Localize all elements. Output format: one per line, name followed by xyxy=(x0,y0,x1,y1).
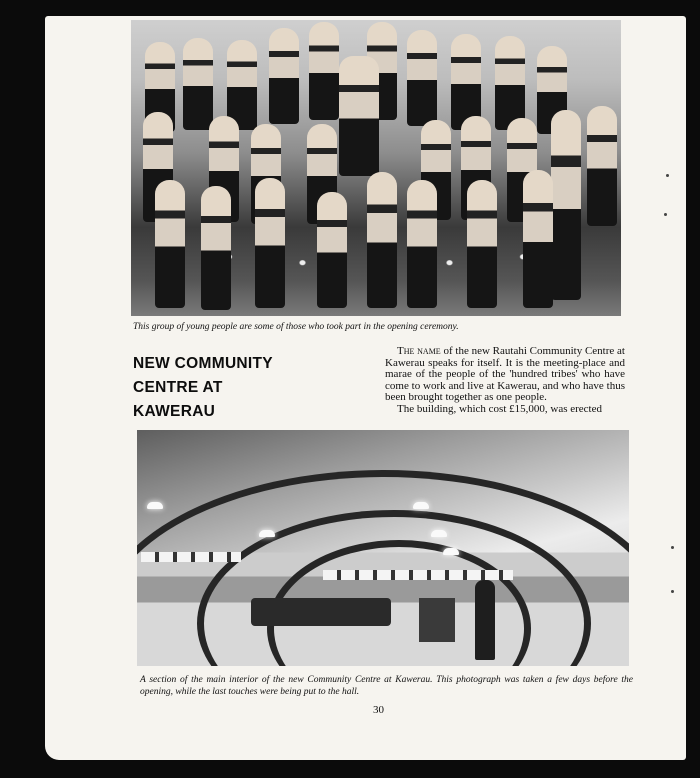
person-figure xyxy=(269,28,299,124)
margin-mark xyxy=(671,546,674,549)
headline-line: KAWERAU xyxy=(133,403,216,420)
person-figure xyxy=(467,180,497,308)
article-headline xyxy=(133,352,313,424)
window-row xyxy=(323,570,513,580)
window-row xyxy=(141,552,241,562)
person-figure xyxy=(367,172,397,308)
bottom-photo-caption: A section of the main interior of the new Community Centre at Kawerau. This photograph was taken a few days before the opening, while the last touches were being put to the hall. xyxy=(140,675,633,697)
top-photo-caption: This group of young people are some of those who took part in the opening ceremony. xyxy=(133,322,459,332)
person-figure xyxy=(551,110,581,300)
group-photo xyxy=(131,20,621,316)
person-figure xyxy=(183,38,213,130)
article-body xyxy=(385,346,625,416)
paragraph-text: of the new Rautahi Community Centre at Kawerau speaks for itself. It is the meeting-place and marae of the people of the 'hundred tribes' who have come to work and live at Kawerau, and who have thus been brought together as one people. xyxy=(385,345,625,404)
person-figure xyxy=(339,56,379,176)
person-figure xyxy=(317,192,347,308)
person-figure xyxy=(523,170,553,308)
article-paragraph xyxy=(385,346,625,404)
margin-mark xyxy=(666,174,669,177)
hall-interior-photo xyxy=(137,430,629,666)
person-figure xyxy=(407,30,437,126)
page-number: 30 xyxy=(373,704,384,716)
headline-line: CENTRE AT xyxy=(133,379,223,396)
ceiling-lamp xyxy=(147,502,163,509)
magazine-page xyxy=(45,16,686,760)
ceiling-lamp xyxy=(413,502,429,509)
lead-words: The name xyxy=(397,345,441,357)
person-figure xyxy=(407,180,437,308)
person-figure xyxy=(201,186,231,310)
standing-man-figure xyxy=(475,580,495,660)
margin-mark xyxy=(671,590,674,593)
ceiling-lamp xyxy=(431,530,447,537)
ceiling-lamp xyxy=(443,548,459,555)
ceiling-lamp xyxy=(259,530,275,537)
person-figure xyxy=(587,106,617,226)
person-figure xyxy=(155,180,185,308)
person-figure xyxy=(309,22,339,120)
chair-stack xyxy=(419,598,455,642)
stacked-chairs xyxy=(251,598,391,626)
person-figure xyxy=(495,36,525,130)
article-paragraph: The building, which cost £15,000, was erected xyxy=(397,402,602,415)
person-figure xyxy=(227,40,257,130)
person-figure xyxy=(255,178,285,308)
headline-line: NEW COMMUNITY xyxy=(133,355,273,372)
margin-mark xyxy=(664,213,667,216)
